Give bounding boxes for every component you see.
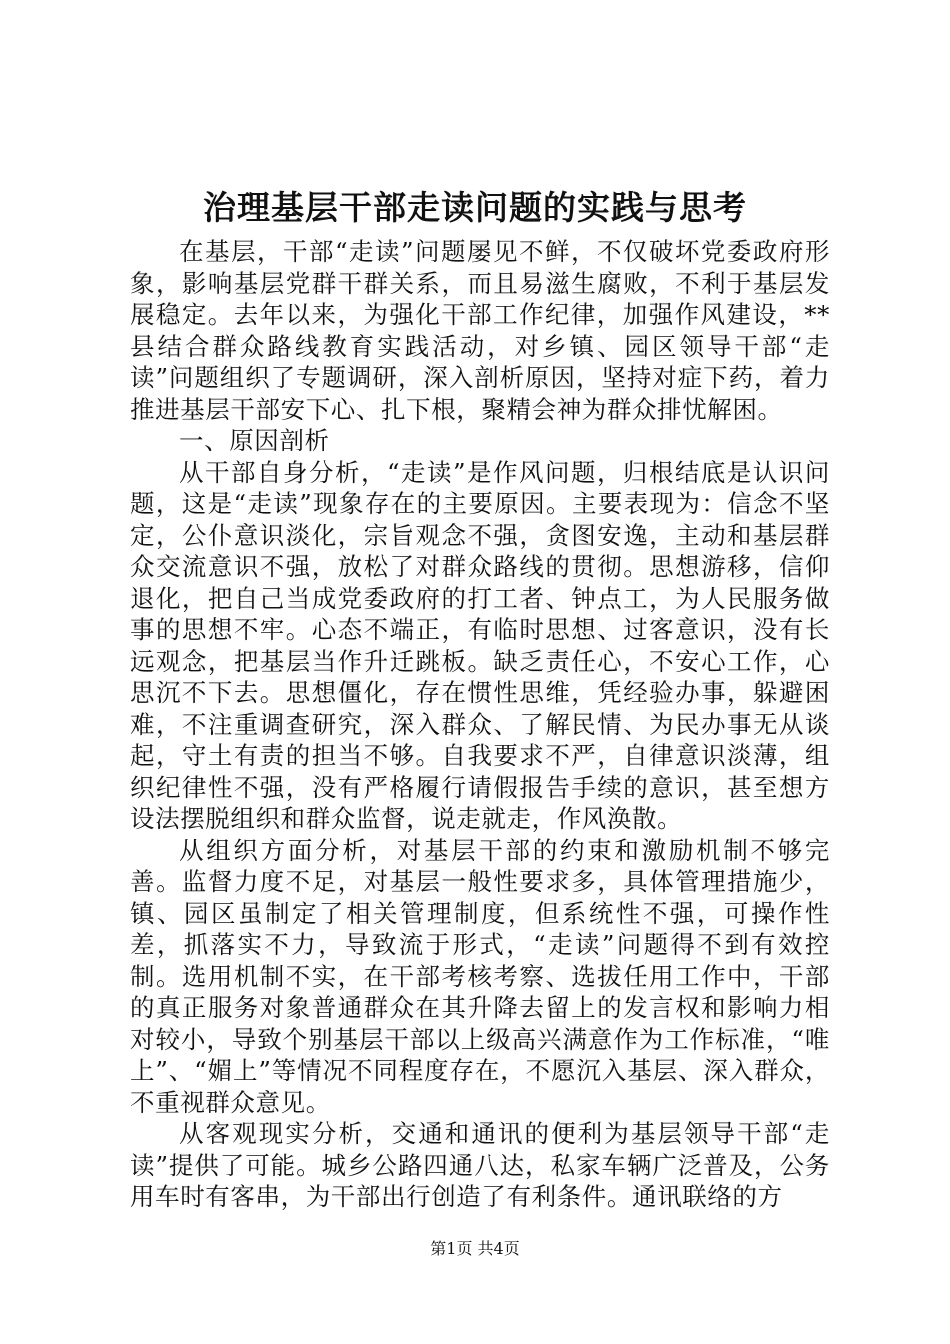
document-title: 治理基层干部走读问题的实践与思考	[203, 188, 747, 227]
paragraph-self-analysis: 从干部自身分析，“走读”是作风问题，归根结底是认识问题，这是“走读”现象存在的主要原因。主要表现为：信念不坚定，公仆意识淡化，宗旨观念不强，贪图安逸，主动和基层群众交流意识不强，放松了对群众路线的贯彻。思想游移，信仰退化，把自己当成党委政府的打工者、钟点工，为人民服务做事的思想不牢。心态不端正，有临时思想、过客意识，没有长远观念，把基层当作升迁跳板。缺乏责任心，不安心工作，心思沉不下去。思想僵化，存在惯性思维，凭经验办事，躲避困难，不注重调查研究，深入群众、了解民情、为民办事无从谈起，守土有责的担当不够。自我要求不严，自律意识淡薄，组织纪律性不强，没有严格履行请假报告手续的意识，甚至想方设法摆脱组织和群众监督，说走就走，作风涣散。	[130, 457, 830, 833]
document-body	[130, 236, 830, 1213]
paragraph-objective-analysis: 从客观现实分析，交通和通讯的便利为基层领导干部“走读”提供了可能。城乡公路四通八达，私家车辆广泛普及，公务用车时有客串，为干部出行创造了有利条件。通讯联络的方	[130, 1119, 830, 1211]
page-number: 第1页 共4页	[430, 1239, 520, 1258]
paragraph-intro: 在基层，干部“走读”问题屡见不鲜，不仅破坏党委政府形象，影响基层党群干群关系，而且易滋生腐败，不利于基层发展稳定。去年以来，为强化干部工作纪律，加强作风建设，**县结合群众路线教育实践活动，对乡镇、园区领导干部“走读”问题组织了专题调研，深入剖析原因，坚持对症下药，着力推进基层干部安下心、扎下根，聚精会神为群众排忧解困。	[130, 237, 830, 424]
paragraph-organization-analysis: 从组织方面分析，对基层干部的约束和激励机制不够完善。监督力度不足，对基层一般性要求多，具体管理措施少，镇、园区虽制定了相关管理制度，但系统性不强，可操作性差，抓落实不力，导致流于形式，“走读”问题得不到有效控制。选用机制不实，在干部考核考察、选拔任用工作中，干部的真正服务对象普通群众在其升降去留上的发言权和影响力相对较小，导致个别基层干部以上级高兴满意作为工作标准，“唯上”、“媚上”等情况不同程度存在，不愿沉入基层、深入群众，不重视群众意见。	[130, 835, 830, 1117]
section-heading: 一、原因剖析	[179, 426, 330, 455]
